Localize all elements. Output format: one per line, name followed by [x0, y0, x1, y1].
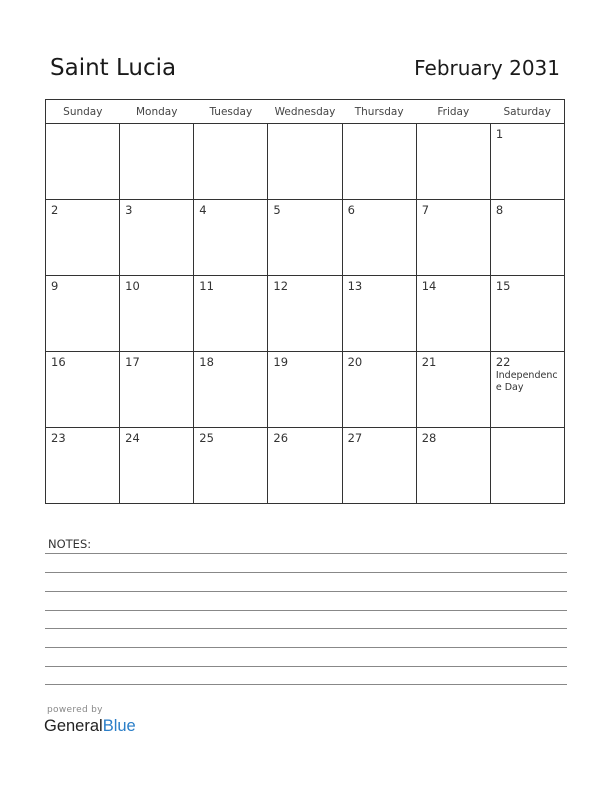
notes-label: NOTES: [48, 537, 92, 551]
day-cell [490, 124, 564, 200]
day-cell [268, 124, 342, 200]
day-cell [490, 200, 564, 276]
brand-blue: Blue [102, 717, 136, 735]
weekday-friday: Friday [416, 100, 490, 124]
day-number: 7 [421, 203, 430, 217]
weekday-saturday: Saturday [490, 100, 564, 124]
day-cell [416, 352, 490, 428]
day-cell [342, 428, 416, 504]
day-number: 17 [125, 355, 140, 369]
day-cell [342, 124, 416, 200]
day-cell [120, 276, 194, 352]
day-number: 10 [125, 279, 140, 293]
day-number: 5 [273, 203, 281, 217]
day-cell [46, 352, 120, 428]
day-cell [46, 428, 120, 504]
calendar-grid [45, 99, 565, 504]
day-cell [194, 276, 268, 352]
day-number: 20 [347, 355, 363, 369]
brand-general: General [44, 717, 103, 735]
day-number: 11 [199, 279, 214, 293]
day-cell [194, 124, 268, 200]
day-cell [194, 352, 268, 428]
note-line [45, 591, 567, 592]
week-row [46, 428, 565, 504]
day-cell [416, 428, 490, 504]
weekday-thursday: Thursday [342, 100, 416, 124]
day-cell [120, 428, 194, 504]
day-cell [342, 276, 416, 352]
day-cell-holiday [490, 352, 564, 428]
day-cell [194, 200, 268, 276]
day-number: 27 [347, 431, 363, 445]
weekday-header-row [46, 100, 565, 124]
day-number: 9 [51, 279, 59, 293]
weekday-wednesday: Wednesday [268, 100, 342, 124]
holiday-label: Independence Day [495, 370, 558, 393]
week-row [46, 200, 565, 276]
day-number: 21 [421, 355, 437, 369]
day-cell [120, 200, 194, 276]
weekday-tuesday: Tuesday [194, 100, 268, 124]
day-cell [268, 200, 342, 276]
day-number: 14 [421, 279, 437, 293]
day-cell [268, 276, 342, 352]
day-cell [268, 428, 342, 504]
day-cell [490, 428, 564, 504]
day-cell [120, 352, 194, 428]
day-cell [416, 124, 490, 200]
calendar-month-year: February 2031 [414, 56, 560, 80]
day-number: 23 [51, 431, 66, 445]
day-number: 19 [273, 355, 289, 369]
day-cell [194, 428, 268, 504]
day-cell [46, 200, 120, 276]
day-number: 3 [125, 203, 133, 217]
weekday-monday: Monday [120, 100, 194, 124]
day-number: 6 [347, 203, 355, 217]
day-cell [342, 200, 416, 276]
powered-by-text: powered by [47, 705, 103, 715]
day-number: 1 [495, 127, 504, 141]
note-line [45, 572, 567, 573]
day-number: 18 [199, 355, 214, 369]
day-cell [416, 276, 490, 352]
week-row [46, 276, 565, 352]
day-number: 22 [495, 355, 511, 369]
week-row [46, 124, 565, 200]
day-cell [342, 352, 416, 428]
day-number: 8 [495, 203, 504, 217]
day-cell [120, 124, 194, 200]
weekday-sunday: Sunday [46, 100, 120, 124]
day-cell [416, 200, 490, 276]
day-number: 4 [199, 203, 207, 217]
week-row [46, 352, 565, 428]
note-line [45, 610, 567, 611]
day-number: 26 [273, 431, 289, 445]
generalblue-logo [44, 717, 136, 736]
day-number: 28 [421, 431, 437, 445]
day-cell [46, 276, 120, 352]
note-line [45, 647, 567, 648]
note-line [45, 666, 567, 667]
day-number: 13 [347, 279, 363, 293]
day-cell [490, 276, 564, 352]
note-line [45, 684, 567, 685]
note-line [45, 553, 567, 554]
day-number: 12 [273, 279, 289, 293]
calendar-country-title: Saint Lucia [50, 55, 177, 81]
day-number: 2 [51, 203, 59, 217]
day-number: 24 [125, 431, 140, 445]
note-line [45, 628, 567, 629]
day-number: 15 [495, 279, 511, 293]
day-number: 16 [51, 355, 66, 369]
day-cell [46, 124, 120, 200]
day-number: 25 [199, 431, 214, 445]
day-cell [268, 352, 342, 428]
